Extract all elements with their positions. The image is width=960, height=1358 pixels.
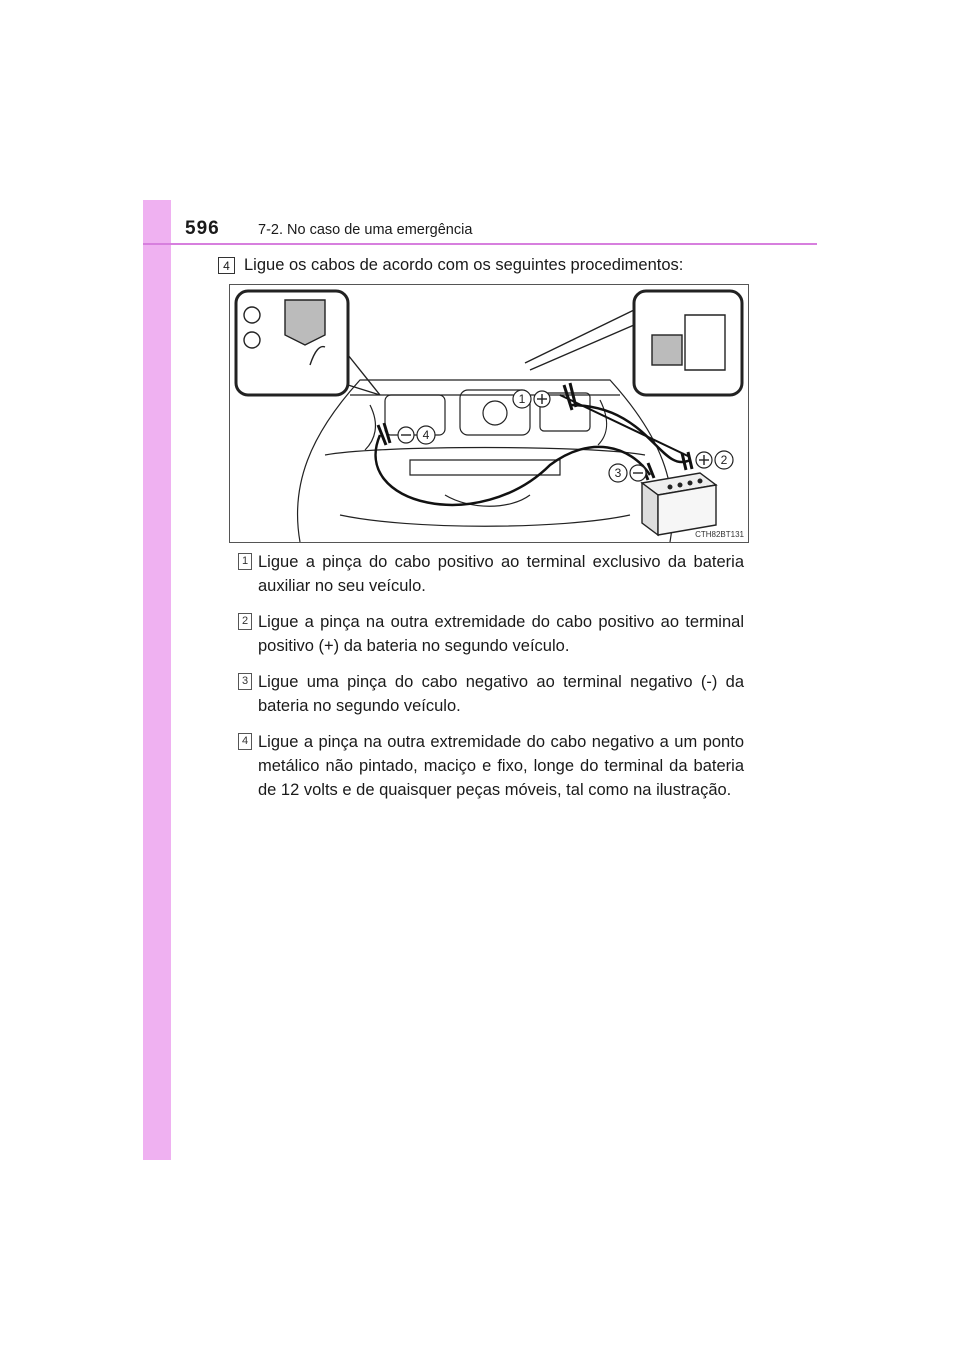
item-number: 2 xyxy=(238,613,252,630)
callout-1: 1 xyxy=(518,392,526,406)
engine-bay-drawing xyxy=(230,285,748,542)
item-text: Ligue uma pinça do cabo negativo ao terminal negativo (-) da bateria no segundo veículo. xyxy=(258,673,744,715)
item-text: Ligue a pinça do cabo positivo ao terminal exclusivo da bateria auxiliar no seu veículo. xyxy=(258,553,744,595)
item-text: Ligue a pinça na outra extremidade do cabo positivo ao terminal positivo (+) da bateria no segundo veículo. xyxy=(258,613,744,655)
header-divider xyxy=(143,243,817,245)
page-number: 596 xyxy=(185,218,220,239)
list-item xyxy=(238,670,744,718)
item-text: Ligue a pinça na outra extremidade do cabo negativo a um ponto metálico não pintado, maciço e fixo, longe do terminal da bateria de 12 volts e de quaisquer peças móveis, tal como na ilustração. xyxy=(258,733,744,799)
item-number: 1 xyxy=(238,553,252,570)
item-number: 3 xyxy=(238,673,252,690)
list-item xyxy=(238,610,744,658)
list-item xyxy=(238,550,744,598)
step-instruction: Ligue os cabos de acordo com os seguintes procedimentos: xyxy=(244,256,684,274)
chapter-side-tab xyxy=(143,200,171,1160)
list-item xyxy=(238,730,744,802)
callout-3: 3 xyxy=(614,466,622,480)
procedure-list xyxy=(238,550,744,814)
figure-code: CTH82BT131 xyxy=(695,530,744,539)
callout-4: 4 xyxy=(422,428,430,442)
item-number: 4 xyxy=(238,733,252,750)
jump-start-illustration xyxy=(229,284,749,543)
callout-2: 2 xyxy=(720,453,728,467)
section-title: 7-2. No caso de uma emergência xyxy=(258,222,473,238)
step-number-badge: 4 xyxy=(218,257,235,274)
